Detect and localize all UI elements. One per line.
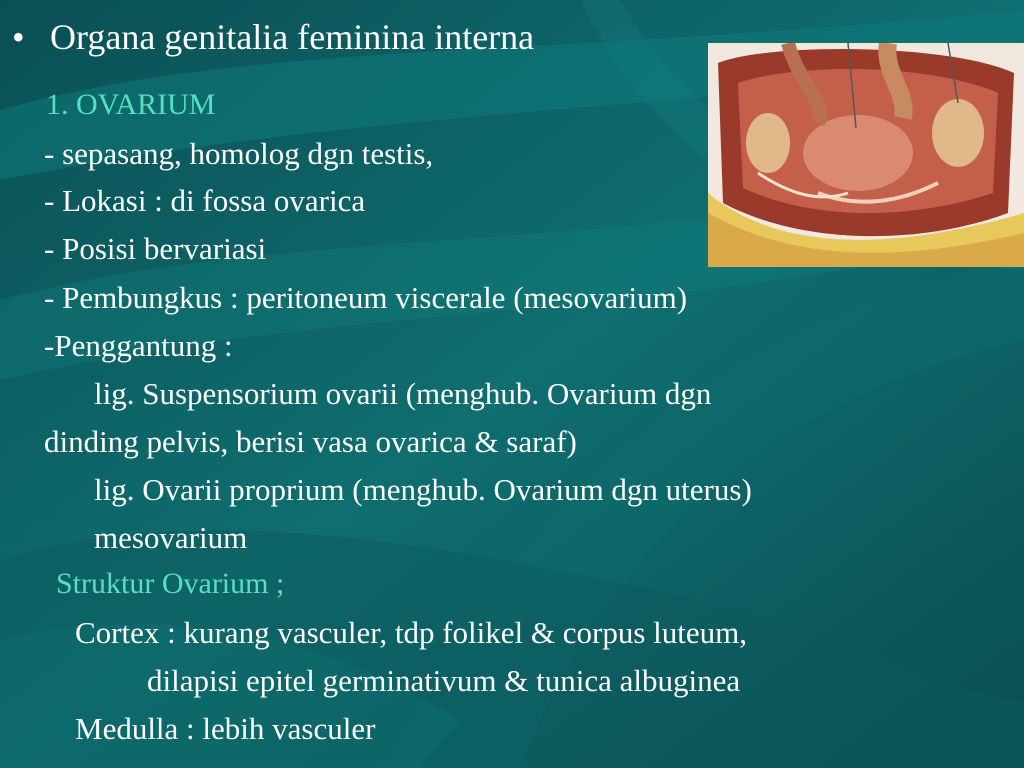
list-item: lig. Ovarii proprium (menghub. Ovarium dgn uterus) — [94, 472, 752, 507]
list-item: Medulla : lebih vasculer — [75, 711, 376, 746]
section-heading-ovarium: 1. OVARIUM — [46, 88, 216, 121]
list-item: - Posisi bervariasi — [44, 231, 267, 266]
section-heading-struktur: Struktur Ovarium ; — [56, 567, 285, 600]
list-item: - Lokasi : di fossa ovarica — [44, 183, 366, 218]
title-bullet: • — [12, 17, 25, 57]
list-item: Cortex : kurang vasculer, tdp folikel & corpus luteum, — [75, 615, 747, 650]
list-item: mesovarium — [94, 520, 248, 555]
pelvic-anatomy-illustration-icon — [708, 43, 1024, 267]
list-item: dilapisi epitel germinativum & tunica albuginea — [147, 663, 741, 698]
list-item: -Penggantung : — [44, 328, 233, 363]
list-item: dinding pelvis, berisi vasa ovarica & saraf) — [44, 424, 577, 459]
list-item: - sepasang, homolog dgn testis, — [44, 136, 434, 171]
list-item: - Pembungkus : peritoneum viscerale (mesovarium) — [44, 280, 688, 315]
list-item: lig. Suspensorium ovarii (menghub. Ovarium dgn — [94, 376, 712, 411]
page-title: Organa genitalia feminina interna — [50, 17, 535, 57]
